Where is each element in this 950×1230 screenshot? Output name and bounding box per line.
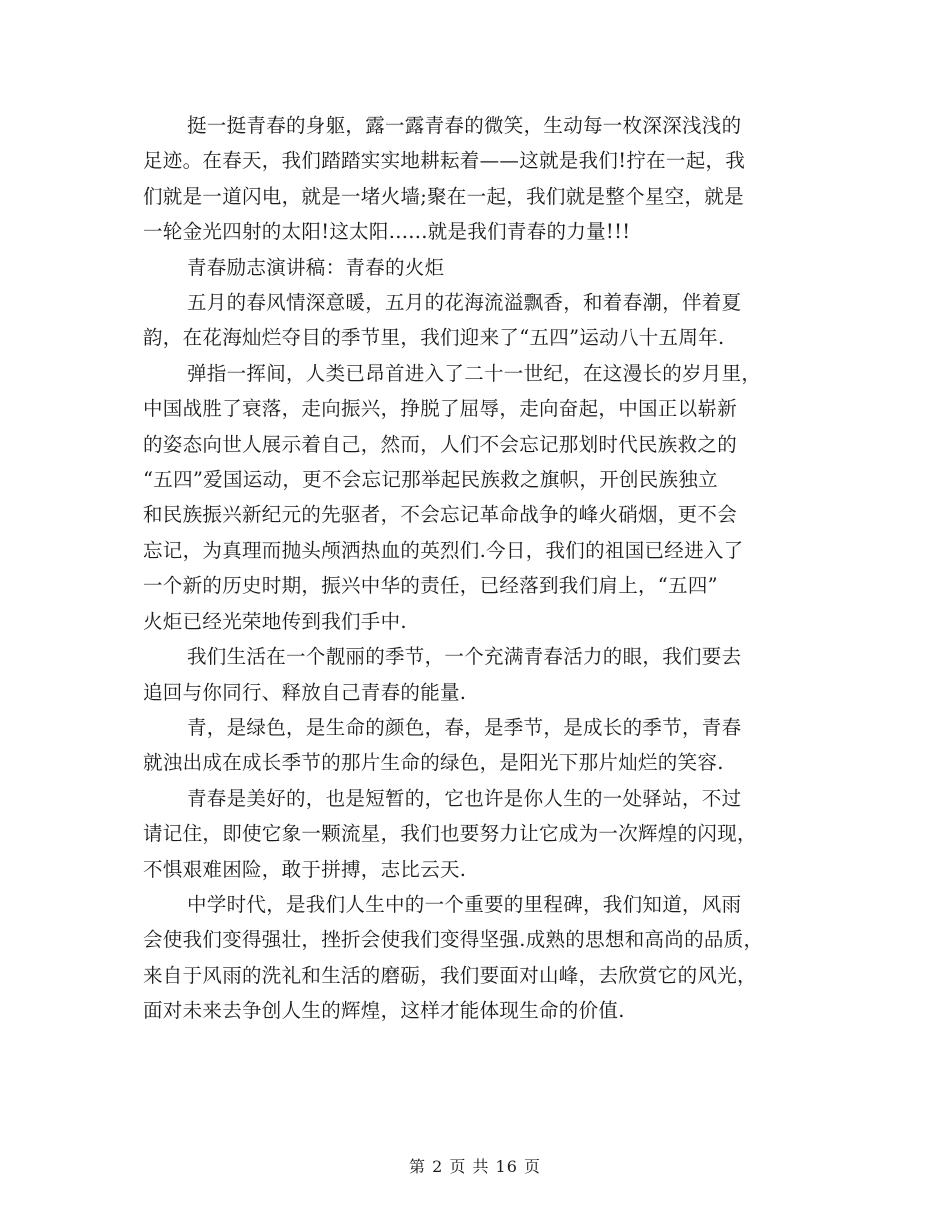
text-line: 的姿态向世人展示着自己，然而，人们不会忘记那划时代民族救之的: [143, 432, 738, 456]
text-line: 中学时代，是我们人生中的一个重要的里程碑，我们知道，风雨: [187, 892, 742, 916]
text-line: 一个新的历史时期，振兴中华的责任，已经落到我们肩上，“五四”: [143, 574, 718, 598]
text-line: 一轮金光四射的太阳!这太阳......就是我们青春的力量!!!: [143, 220, 631, 244]
text-line: 忘记，为真理而抛头颅洒热血的英烈们.今日，我们的祖国已经进入了: [143, 538, 744, 562]
text-line: 韵，在花海灿烂夺目的季节里，我们迎来了“五四”运动八十五周年.: [143, 326, 725, 350]
text-line: 中国战胜了衰落，走向振兴，挣脱了屈辱，走向奋起，中国正以崭新: [143, 397, 738, 421]
text-line: 请记住，即使它象一颗流星，我们也要努力让它成为一次辉煌的闪现，: [143, 822, 757, 846]
text-line: 青春励志演讲稿：青春的火炬: [187, 255, 445, 279]
text-line: 我们生活在一个靓丽的季节，一个充满青春活力的眼，我们要去: [187, 645, 742, 669]
text-line: 挺一挺青春的身躯，露一露青春的微笑，生动每一枚深深浅浅的: [187, 114, 742, 137]
text-line: 来自于风雨的洗礼和生活的磨砺，我们要面对山峰，去欣赏它的风光，: [143, 963, 757, 987]
text-line: 会使我们变得强壮，挫折会使我们变得坚强.成熟的思想和高尚的品质，: [143, 928, 764, 952]
text-line: 不惧艰难困险，敢于拼搏，志比云天.: [143, 857, 467, 881]
text-line: 火炬已经光荣地传到我们手中.: [143, 609, 407, 633]
text-line: 追回与你同行、释放自己青春的能量.: [143, 680, 467, 704]
text-line: 足迹。在春天，我们踏踏实实地耕耘着——这就是我们!拧在一起，我: [143, 149, 746, 173]
text-line: 青，是绿色，是生命的颜色，春，是季节，是成长的季节，青春: [187, 715, 742, 739]
text-line: 和民族振兴新纪元的先驱者，不会忘记革命战争的峰火硝烟，更不会: [143, 503, 738, 527]
text-line: 弹指一挥间，人类已昂首进入了二十一世纪，在这漫长的岁月里，: [187, 361, 762, 385]
page-number-footer: 第 2 页 共 16 页: [409, 1157, 541, 1176]
text-line: 就浊出成在成长季节的那片生命的绿色，是阳光下那片灿烂的笑容.: [143, 751, 724, 775]
text-line: “五四”爱国运动，更不会忘记那举起民族救之旗帜，开创民族独立: [143, 468, 718, 492]
text-line: 青春是美好的，也是短暂的，它也许是你人生的一处驿站，不过: [187, 786, 742, 810]
text-line: 五月的春风情深意暖，五月的花海流溢飘香，和着春潮，伴着夏: [187, 291, 742, 315]
text-line: 面对未来去争创人生的辉煌，这样才能体现生命的价值.: [143, 999, 625, 1023]
text-line: 们就是一道闪电，就是一堵火墙;聚在一起，我们就是整个星空，就是: [143, 184, 744, 208]
document-body: [143, 108, 813, 1029]
